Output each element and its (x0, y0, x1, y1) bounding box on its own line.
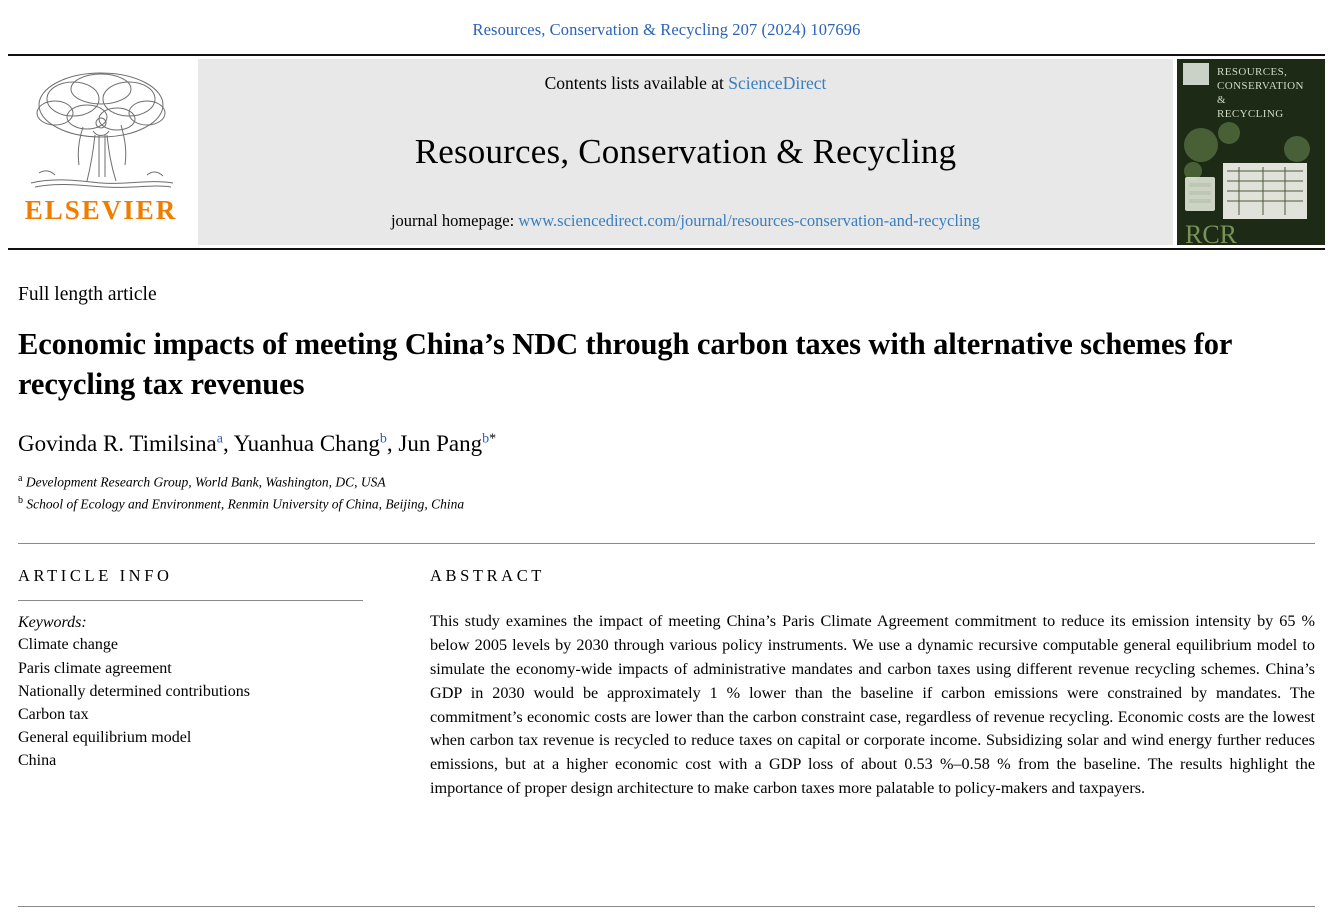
contents-prefix: Contents lists available at (544, 73, 729, 93)
affiliation-text: School of Ecology and Environment, Renmin University of China, Beijing, China (26, 496, 465, 512)
author-affil-mark: b (379, 430, 387, 446)
abstract-text: This study examines the impact of meeting China’s Paris Climate Agreement commitment to reduce its emission intensity by 65 % below 2005 levels by 2030 through various policy instruments. We use a dynamic recursive computable general equilibrium model to simulate the economy-wide impacts of administrative mandates and carbon taxes using different revenue recycling schemes. China’s GDP in 2030 would be approximately 1 % lower than the baseline if carbon emissions were constrained by mandates. The commitment’s economic costs are lower than the carbon constraint case, regardless of revenue recycling. Economic costs are the lowest when carbon tax revenue is recycled to reduce taxes on capital or corporate income. Subsidizing solar and wind energy further reduces emissions, but at a higher economic cost with a GDP loss of about 0.53 %–0.58 % from the baseline. The results highlight the importance of proper design architecture to make carbon taxes more palatable to policy-makers and taxpayers. (430, 612, 1315, 798)
svg-text:&: & (1217, 94, 1226, 106)
author-affil-mark: a (216, 430, 223, 446)
article-type: Full length article (18, 284, 157, 305)
svg-text:RCR: RCR (1185, 220, 1238, 245)
author-affil-mark: b (482, 430, 490, 446)
journal-title: Resources, Conservation & Recycling (414, 132, 957, 172)
journal-band (198, 59, 1173, 245)
elsevier-wordmark: ELSEVIER (24, 195, 178, 225)
sciencedirect-link[interactable]: ScienceDirect (728, 73, 827, 93)
affiliations (18, 471, 1315, 516)
author-name[interactable]: Jun Pang (398, 430, 483, 456)
homepage-line (198, 211, 1173, 231)
author-name[interactable]: Yuanhua Chang (233, 430, 380, 456)
affiliation-item (18, 471, 1315, 493)
keywords-label: Keywords: (18, 614, 87, 632)
svg-text:RESOURCES,: RESOURCES, (1217, 66, 1288, 78)
header-divider (18, 543, 1315, 544)
keyword-item[interactable]: Paris climate agreement (18, 659, 172, 677)
keyword-item[interactable]: Carbon tax (18, 705, 89, 723)
abstract-column (398, 566, 1315, 801)
keywords-list (18, 633, 398, 772)
contents-line (198, 73, 1173, 94)
corresponding-author-mark: * (489, 430, 497, 446)
svg-text:CONSERVATION: CONSERVATION (1217, 80, 1304, 92)
elsevier-tree-icon (21, 65, 181, 193)
running-head: Resources, Conservation & Recycling 207 (2024) 107696 (472, 20, 861, 39)
affiliation-text: Development Research Group, World Bank, Washington, DC, USA (25, 474, 386, 489)
keyword-item[interactable]: Nationally determined contributions (18, 682, 250, 700)
keywords-divider (18, 600, 363, 601)
elsevier-logo (8, 59, 194, 245)
keyword-item[interactable]: China (18, 752, 57, 770)
author-name[interactable]: Govinda R. Timilsina (18, 430, 217, 456)
footer-divider (18, 906, 1315, 907)
affiliation-mark: a (18, 472, 23, 484)
homepage-prefix: journal homepage: (390, 211, 519, 230)
keyword-item[interactable]: General equilibrium model (18, 729, 192, 747)
keyword-item[interactable]: Climate change (18, 636, 118, 654)
author-list: Govinda R. Timilsina$^a$, Yuanhua Chang$^b$, Jun Pang$^{b*}$ (18, 430, 497, 456)
page-title: Economic impacts of meeting China’s NDC through carbon taxes with alternative schemes for recycling tax revenues (18, 327, 1232, 402)
article-info-column (18, 566, 398, 801)
article-info-heading: ARTICLE INFO (18, 566, 173, 586)
svg-text:RECYCLING: RECYCLING (1217, 108, 1284, 120)
affiliation-mark: b (18, 494, 23, 506)
journal-homepage-link[interactable]: www.sciencedirect.com/journal/resources-conservation-and-recycling (518, 211, 981, 230)
info-abstract-columns (18, 566, 1315, 801)
journal-masthead (8, 54, 1325, 250)
affiliation-item (18, 493, 1315, 515)
abstract-heading: ABSTRACT (430, 566, 545, 586)
journal-cover-thumbnail[interactable] (1177, 59, 1325, 245)
